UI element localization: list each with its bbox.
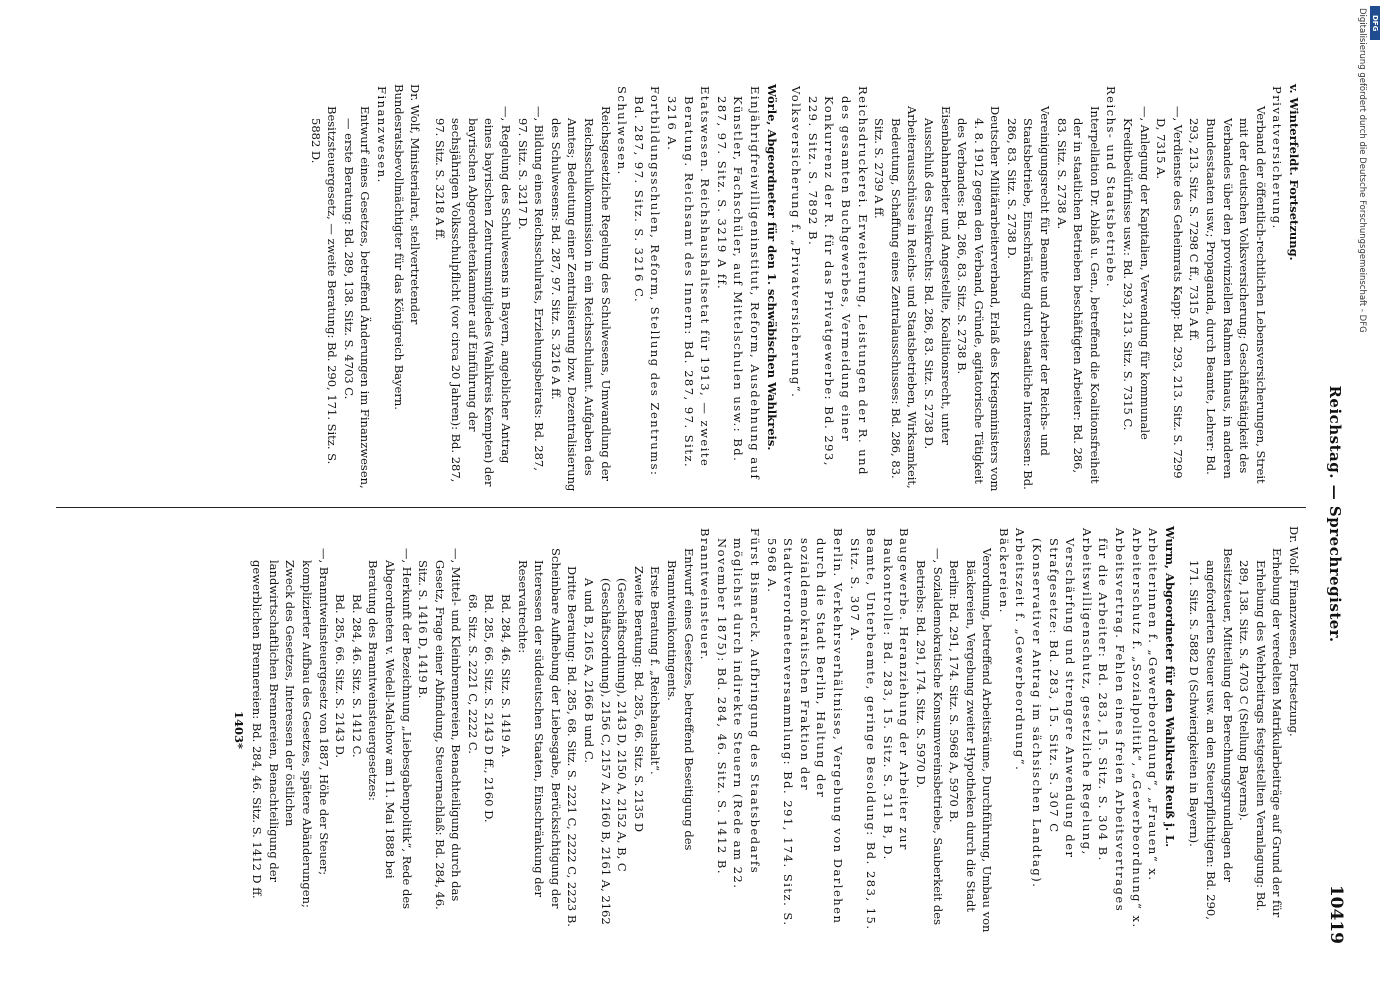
register-entry: Arbeitszeit f. „Gewerbeordnung“. xyxy=(1013,528,1028,772)
register-entry: Beamte, Unterbeamte, geringe Besoldung: Bd. 283, 15. Sitz. S. 307 A. xyxy=(847,528,879,931)
register-entry: Reichsdruckerei. Erweiterung, Leistungen der R. und des gesamten Buchgewerbes, Vermeidung einer Konkurrenz der R. für das Privatgewerbe: Bd. 293, 229. Sitz. S. 7892 B. xyxy=(805,86,870,476)
page-number: 10419 xyxy=(1326,884,1346,944)
register-entry: Verordnung, betreffend Arbeitsräume, Durchführung, Umbau von Bäckereien, Vergebung zweiter Hypotheken durch die Stadt Berlin: Bd. 291, 174. Sitz. S. 5968 A, 5970 B. xyxy=(947,548,995,933)
register-entry: —, Branntweinsteuergesetz von 1887, Höhe der Steuer; komplizierter Aufbau des Gesetzes, spätere Abänderungen; Zweck des Gesetzes, Interessen der östlichen landwirtschaftlichen Brennereien, Benachteiligung der gewerblichen Brennereien: Bd. 284, 46. Sitz. S. 1412 D ff. xyxy=(250,548,331,908)
dfg-logo: DFG xyxy=(1370,6,1380,40)
register-entry: Bäckereien. xyxy=(996,528,1011,614)
register-entry: Erste Beratung f. „Reichshaushalt“. xyxy=(648,566,663,775)
column-divider xyxy=(56,507,1306,508)
register-entry: Arbeitsvertrag. Fehlen eines freien Arbeitsvertrages für die Arbeiter: Bd. 283, 15. Sitz. S. 304 B. xyxy=(1096,528,1128,913)
entry-gap xyxy=(1178,526,1186,934)
register-entry: Branntweinsteuer. xyxy=(698,528,713,661)
register-entry: —, Regelung des Schulwesens in Bayern, angeblicher Antrag eines bayrischen Zentrumsmitgliedes (Wahlkreis Kempten) der bayrischen Abgeordnetenkammer auf Einführung der sechsjährigen Volksschulpflicht (vor circa 20 Jahren): Bd. 287, 97. Sitz. S. 3218 A ff. xyxy=(432,106,514,487)
register-entry: Bd. 285, 66. Sitz. S. 2143 D ff., 2160 D. xyxy=(482,594,497,823)
right-column xyxy=(230,526,1302,934)
register-entry: Arbeiterausschüsse in Reichs- und Staatsbetrieben, Wirksamkeit, Bedeutung, Schaffung eines Zentralausschusses: Bd. 286, 83. Sitz. S. 2739 A ff. xyxy=(872,106,920,489)
register-page xyxy=(46,64,1346,954)
register-entry: Dr. Wolf. Finanzwesen, Fortsetzung. xyxy=(1287,526,1301,737)
page-title: Reichstag. — Sprechregister. xyxy=(1326,385,1344,643)
register-entry: Reichs- und Staatsbetriebe. xyxy=(1104,86,1119,289)
register-entry: Interpellation Dr. Ablaß u. Gen., betreffend die Koalitionsfreiheit der in staatlichen Betrieben beschäftigten Arbeiter: Bd. 286, 83. Sitz. S. 2738 A. xyxy=(1054,106,1102,484)
register-entry: —, Verdienste des Geheimrats Kapp: Bd. 293, 213. Sitz. S. 7299 D, 7315 A. xyxy=(1154,106,1185,479)
register-entry: Bd. 285, 66. Sitz. S. 2143 D. xyxy=(333,594,348,759)
register-entry: Verband der öffentlich-rechtlichen Lebensversicherungen, Streit mit der deutschen Volksversicherung; Geschäftstätigkeit des Verbandes über den provinziellen Rahmen hinaus, in anderen Bundesstaaten usw.; Propaganda, durch Beamte, Lehrer: Bd. 293, 213. Sitz. S. 7298 C ff., 7315 A ff. xyxy=(1187,106,1268,484)
register-entry: Berlin. Verkehrsverhältnisse, Vergebung von Darlehen durch die Stadt Berlin, Haltung der sozialdemokratischen Fraktion der Stadtverordnetenversammlung: Bd. 291, 174. Sitz. S. 5968 A. xyxy=(764,528,845,927)
register-entry: Erhebung der veredelten Matrikularbeiträge auf Grund der für Erhebung des Wehrbeitrags festgestellten Veranlagung: Bd. 289, 138. Sitz. S. 4703 C (Stellung Bayerns). xyxy=(1237,548,1285,918)
register-entry: Fortbildungsschulen, Reform, Stellung des Zentrums: Bd. 287, 97. Sitz. S. 3216 C. xyxy=(631,86,663,477)
register-entry: Einjährigfreiwilligeninstitut, Reform, Ausdehnung auf Künstler, Fachschüler, auf Mittelschulen usw.: Bd. 287, 97. Sitz. S. 3219 A ff. xyxy=(714,86,762,481)
register-entry: Arbeiterinnen f. „Gewerbeordnung“, „Frauen“ x. xyxy=(1146,528,1161,882)
register-entry: Baugewerbe. Heranziehung der Arbeiter zur Baukontrolle: Bd. 283, 15. Sitz. S. 311 B, D. xyxy=(880,528,912,861)
register-entry: —, Mittel- und Kleinbrennereien, Benachteiligung durch das Gesetz, Frage einer Abfindung, Steuernachlaß: Bd. 284, 46. Sitz. S. 1416 D, 1419 B. xyxy=(416,548,464,910)
digitization-note: Digitalisierung gefördert durch die Deutsche Forschungsgemeinschaft - DFG xyxy=(1357,8,1367,333)
register-entry: Besitzsteuer, Mitteilung der Berechnungsgrundlagen der angeforderten Steuer usw. an den Steuerpflichtigen: Bd. 290, 171. Sitz. S. 5882 D (Schwierigkeiten in Bayern). xyxy=(1187,548,1235,920)
register-entry: Arbeitswilligenschutz, gesetzliche Regelung, Verschärfung und strengere Anwendung der Strafgesetze: Bd. 283, 15. Sitz. S. 307 C (Konservativer Antrag im sächsischen Landtag). xyxy=(1030,528,1094,889)
register-entry: 68. Sitz. S. 2221 C, 2222 C. xyxy=(465,594,480,754)
page-header xyxy=(1316,84,1346,944)
register-entry: Arbeiterschutz f. „Sozialpolitik“, „Gewerbeordnung“ x. xyxy=(1129,528,1144,929)
register-entry: Dr. Wolf, Ministerialrat, stellvertretender Bundesratsbevollmächtigter für das Königreich Bayern. xyxy=(391,84,423,410)
register-entry: Deutscher Militärarbeiterverband, Erlaß des Kriegsministers vom 4. 8. 1912 gegen den Verband, Gründe, agitatorische Tätigkeit des Verbandes: Bd. 286, 83. Sitz. S. 2738 B. xyxy=(955,106,1003,492)
register-entry: v. Winterfeldt. Fortsetzung. xyxy=(1287,84,1301,261)
register-entry: —, Sozialdemokratische Konsumvereinsbetriebe, Sauberkeit des Betriebs: Bd. 291, 174. Sitz. S. 5970 D. xyxy=(913,548,945,925)
register-entry: Wurm, Abgeordneter für den Wahlkreis Reuß j. L. xyxy=(1162,526,1177,848)
register-entry: Privatversicherung. xyxy=(1270,86,1285,230)
register-entry: Finanzwesen. xyxy=(374,86,389,184)
register-entry: —, Anlegung der Kapitalien, Verwendung für kommunale Kreditbedürfnisse usw.: Bd. 293, 213. Sitz. S. 7315 C. xyxy=(1121,106,1152,440)
register-entry: Zweite Beratung: Bd. 285, 66. Sitz. S. 2135 D (Geschäftsordnung), 2143 D, 2150 A, 2152 A, B, C (Geschäftsordnung), 2156 C, 2157 A, 2160 B, 2161 A, 2162 A und B, 2165 A, 2166 B und C. xyxy=(582,566,646,925)
register-entry: Bd. 284, 46. Sitz. S. 1419 A. xyxy=(499,594,514,758)
register-entry: Eisenbahnarbeiter und Angestellte, Koalitionsrecht, unter Ausschluß des Streikrechts: Bd. 286, 83. Sitz. S. 2738 D. xyxy=(921,106,953,450)
register-entry: Reichsgesetzliche Regelung des Schulwesens, Umwandlung der Reichsschulkommission in ein Reichsschulamt. Aufgaben des Amtes; Bedeutung einer Zentralisierung bzw. Dezentralisierung des Schulwesens: Bd. 287, 97. Sitz. S. 3216 A ff. xyxy=(548,106,613,492)
left-column xyxy=(307,84,1302,492)
register-entry: Bd. 284, 46. Sitz. S. 1412 C. xyxy=(349,594,364,758)
register-entry: Entwurf eines Gesetzes, betreffend Beseitigung des Branntweinkontingents. xyxy=(665,548,696,851)
entry-gap xyxy=(423,84,431,492)
register-entry: Besitzsteuergesetz, — zweite Beratung: Bd. 290, 171. Sitz. S. 5882 D. xyxy=(308,106,340,465)
entry-gap xyxy=(780,84,788,492)
register-entry: Volksversicherung f. „Privatversicherung“. xyxy=(789,86,804,399)
register-entry: —, Bildung eines Reichsschulrats, Erziehungsbeirats: Bd. 287, 97. Sitz. S. 3217 D. xyxy=(515,106,547,471)
register-entry: Scheinbare Aufhebung der Liebesgabe, Berücksichtigung der Interessen der süddeutschen Staaten, Einschränkung der Reservatrechte: xyxy=(515,548,563,909)
register-entry: Dritte Beratung: Bd. 285, 68. Sitz. S. 2221 C, 2222 C, 2223 B. xyxy=(565,566,580,927)
register-entry: Entwurf eines Gesetzes, betreffend Änderungen im Finanzwesen, — erste Beratung: Bd. 289, 138. Sitz. S. 4703 C. xyxy=(341,106,373,489)
register-entry: —, Herkunft der Bezeichnung „Liebesgabenpolitik“, Rede des Abgeordneten v. Wedell-Malchow am 11. Mai 1888 bei Beratung des Branntweinsteuergesetzes: xyxy=(366,548,414,910)
register-entry: Fürst Bismarck. Aufbringung des Staatsbedarfs möglichst durch indirekte Steuern (Rede am 22. November 1875): Bd. 284, 46. Sitz. S. 1412 B. xyxy=(714,528,762,890)
register-entry: Wörle, Abgeordneter für den 1. schwäbischen Wahlkreis. xyxy=(764,84,779,451)
register-entry: Vereinigungsrecht für Beamte und Arbeiter der Reichs- und Staatsbetriebe, Einschränkung durch staatliche Interessen: Bd. 286, 83. Sitz. S. 2738 D. xyxy=(1004,106,1053,490)
register-entry: Etatswesen. Reichshaushaltsetat für 1913, — zweite Beratung. Reichsamt des Innern: Bd. 287, 97. Sitz. 3216 A. xyxy=(665,86,713,469)
page-signature: 1403* xyxy=(231,710,246,750)
register-entry: Schulwesen. xyxy=(615,86,630,176)
